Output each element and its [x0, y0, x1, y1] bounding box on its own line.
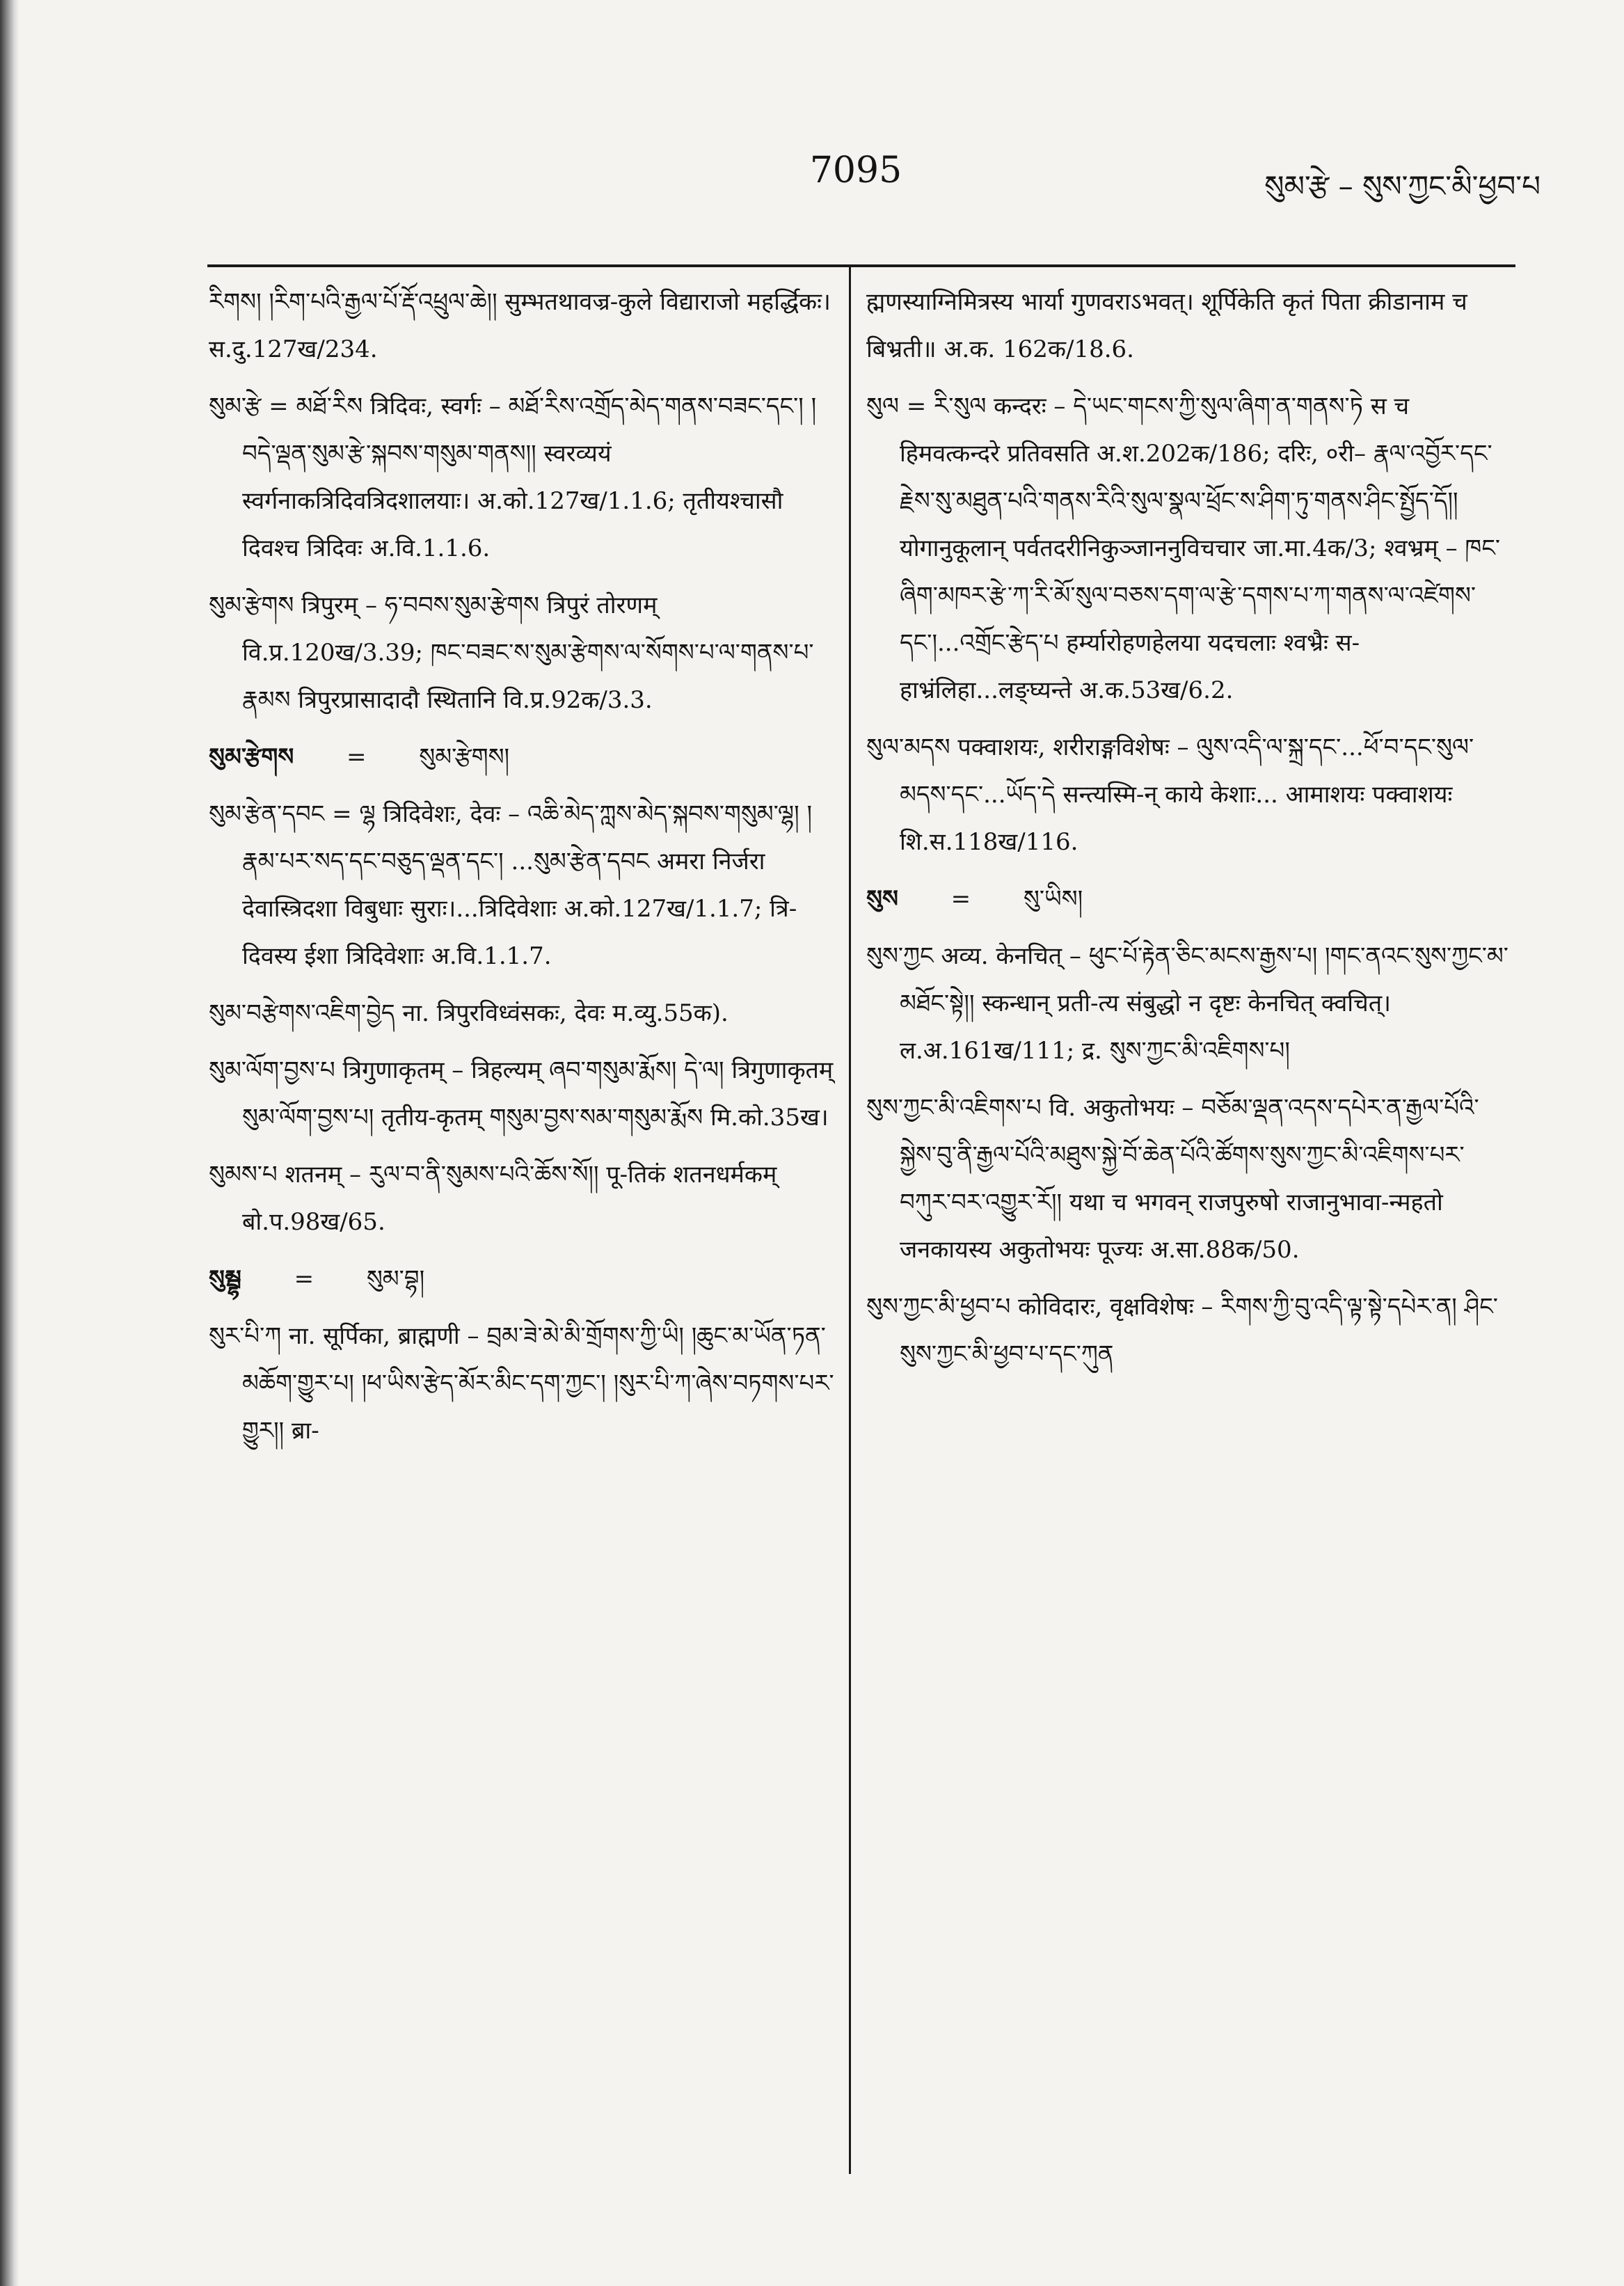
cross-reference-entry [209, 1255, 835, 1303]
dictionary-entry: སུམ་བརྩེགས་འཇིག་བྱེད ना. त्रिपुरविध्वंसकः, देवः म.व्यु.55क). [209, 999, 729, 1027]
xref-headword: སུམྦྷ [209, 1265, 241, 1293]
dictionary-entry: སུམ་རྩེ = མཐོ་རིས त्रिदिवः, स्वर्गः – མཐོ་རིས་འགྲོད་མེད་གནས་བཟང་དང་། །བདེ་ལྡན་སུམ་རྩེ་སྐབས་གསུམ་གནས།། स्वरव्ययं स्वर्गनाकत्रिदिवत्रिदशालयाः। अ.को.127ख/1.1.6; तृतीयश्चासौ दिवश्च त्रिदिवः अ.वि.1.1.6. [209, 392, 817, 562]
cross-reference-entry [209, 733, 835, 781]
xref-target: སུམ་རྩེགས། [419, 743, 510, 771]
scan-edge [0, 0, 19, 2286]
running-head: སུམ་རྩེ – སུས་ཀྱང་མི་ཕྱབ་པ [1264, 169, 1541, 203]
page-number: 7095 [809, 150, 902, 191]
xref-headword: སུམ་རྩེགས [209, 743, 294, 771]
dictionary-entry: སུས་ཀྱང་མི་འཇིགས་པ वि. अकुतोभयः – བཅོམ་ལྡན་འདས་དཔེར་ན་རྒྱལ་པོའི་སྐྱེས་བུ་ནི་རྒྱལ་པོའི་མཐུས་སྐྱེ་བོ་ཆེན་པོའི་ཚོགས་སུས་ཀྱང་མི་འཇིགས་པར་བཀུར་བར་འགྱུར་རོ།། यथा च भगवन् राजपुरुषो राजानुभावा-न्महतो जनकायस्य अकुतोभयः पूज्यः अ.सा.88क/50. [866, 1094, 1479, 1264]
dictionary-entry: སུར་པི་ཀ ना. सूर्पिका, ब्राह्मणी – བྲམ་ཟེ་མེ་མི་གྲོགས་ཀྱི་ཡི། །ཆུང་མ་ཡོན་ཏན་མཆོག་གྱུར་པ། །ཕ་ཡིས་རྩེད་མོར་མིང་དག་ཀྱང་། །སུར་པི་ཀ་ཞེས་བཏགས་པར་གྱུར།། ब्रा- [209, 1322, 834, 1445]
dictionary-entry: སུམ་རྩེགས त्रिपुरम् – ཧ་བབས་སུམ་རྩེགས त्रिपुरं तोरणम् वि.प्र.120ख/3.39; ཁང་བཟང་ས་སུམ་རྩེགས་ལ་སོགས་པ་ལ་གནས་པ་རྣམས त्रिपुरप्रासादादौ स्थितानि वि.प्र.92क/3.3. [209, 592, 814, 714]
dictionary-entry: སུས་ཀྱང अव्य. केनचित् – ཕུང་པོ་རྟེན་ཅིང་མངས་རྒྱས་པ། །གང་ནའང་སུས་ཀྱང་མ་མཐོང་སྟེ།། स्कन्धान् प्रती-त्य संबुद्धो न दृष्टः केनचित् क्वचित्। ल.अ.161ख/111; द्र. སུས་ཀྱང་མི་འཇིགས་པ། [866, 942, 1508, 1065]
header-rule [207, 264, 1515, 267]
cross-reference-entry [866, 875, 1513, 923]
dictionary-entry: ह्मणस्याग्निमित्रस्य भार्या गुणवराऽभवत्। शूर्पिकेति कृतं पिता क्रीडानाम च बिभ्रती॥ अ.क. 162क/18.6. [866, 288, 1467, 363]
xref-target: སུམ་བྷ། [366, 1265, 425, 1293]
xref-headword: སུས [866, 885, 898, 913]
column-divider [849, 267, 851, 2174]
left-column [209, 278, 835, 2185]
xref-target: སུ་ཡིས། [1023, 885, 1083, 913]
xref-equals: = [294, 1265, 315, 1293]
dictionary-entry: སུམ་ལོག་བྱས་པ त्रिगुणाकृतम् – त्रिहल्यम् ཞབ་གསུམ་རྨོས། དེ་ལ། त्रिगुणाकृतम् སུམ་ལོག་བྱས་པ། तृतीय-कृतम् གསུམ་བྱས་སམ་གསུམ་རྨོས मि.को.35ख। [209, 1056, 834, 1132]
dictionary-entry: སུས་ཀྱང་མི་ཕྱབ་པ कोविदारः, वृक्षविशेषः – རིགས་ཀྱི་བུ་འདི་ལྟ་སྟེ་དཔེར་ན། ཤིང་སུས་ཀྱང་མི་ཕྱབ་པ་དང་ཀུན [866, 1293, 1498, 1368]
dictionary-entry: རིགས། །རིག་པའི་རྒྱལ་པོ་རྡོ་འཕྲུལ་ཆེ།། सुम्भतथावज्र-कुले विद्याराजो महर्द्धिकः। स.दु.127ख/234. [209, 288, 831, 363]
dictionary-entry: སུམ་རྩེན་དབང = ལྷ त्रिदिवेशः, देवः – འཆི་མེད་ཀླས་མེད་སྐབས་གསུམ་ལྷ། །རྣམ་པར་སད་དང་བཅུད་ལྡན་དང་། ...སུམ་རྩེན་དབང अमरा निर्जरा देवास्त्रिदशा विबुधाः सुराः।...त्रिदिवेशाः अ.को.127ख/1.1.7; त्रि-दिवस्य ईशा त्रिदिवेशाः अ.वि.1.1.7. [209, 800, 813, 970]
xref-equals: = [347, 743, 367, 771]
xref-equals: = [950, 885, 971, 913]
right-column [866, 278, 1513, 2185]
dictionary-entry: སུལ་མདས पक्वाशयः, शरीराङ्गविशेषः – ལུས་འདི་ལ་སྐྲ་དང་...ཕོ་བ་དང་སུལ་མདས་དང་...ཡོད་དེ सन्त्यस्मि-न् काये केशाः... आमाशयः पक्वाशयः शि.स.118ख/116. [866, 733, 1474, 856]
dictionary-entry: སུམས་པ शतनम् – རུལ་བ་ནི་སུམས་པའི་ཆོས་སོ།། पू-तिकं शतनधर्मकम् बो.प.98ख/65. [209, 1161, 777, 1236]
dictionary-entry: སུལ = རི་སུལ कन्दरः – དེ་ཡང་གངས་ཀྱི་སུལ་ཞིག་ན་གནས་ཏེ स च हिमवत्कन्दरे प्रतिवसति अ.श.202क/186; दरिः, ०री– རྣལ་འབྱོར་དང་རྗེས་སུ་མཐུན་པའི་གནས་རིའི་སུལ་སྣལ་ཕྲོང་ས་ཤིག་ཏུ་གནས་ཤིང་སྤྱོད་དོ།། योगानुकूलान् पर्वतदरीनिकुञ्जाननुविचचार जा.मा.4क/3; श्वभ्रम् – ཁང་ཞིག་མཁར་རྩེ་ཀ་རི་མོ་སུལ་བཅས་དག་ལ་རྩེ་དགས་པ་ཀ་གནས་ལ་འཛེགས་དང་།...འགྲོང་རྩེད་པ हर्म्यारोहणहेलया यदचलाः श्वभ्रैः स-हाभ्रंलिहा...लङ्घ्यन्ते अ.क.53ख/6.2. [866, 392, 1500, 704]
